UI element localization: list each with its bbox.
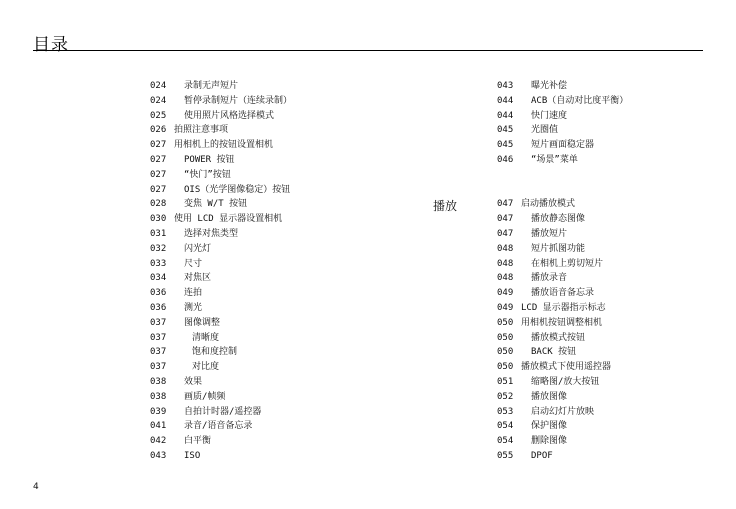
toc-page-number: 052: [497, 391, 514, 402]
toc-entry: [150, 242, 292, 257]
toc-entry-title: 保护图像: [531, 421, 568, 432]
toc-entry-title: 快门速度: [531, 110, 568, 121]
toc-page-number: 024: [150, 81, 167, 91]
toc-entry-title: POWER 按钮: [184, 154, 235, 165]
toc-entry-title: 缩略图/放大按钮: [531, 376, 600, 387]
toc-entry-title: “快门”按钮: [184, 169, 231, 180]
toc-entry-title: 连拍: [184, 288, 203, 299]
toc-page-number: 026: [150, 125, 167, 136]
toc-entry-title: 画质/帧频: [184, 391, 226, 402]
toc-entry-title: 暂停录制短片（连续录制）: [184, 95, 293, 106]
toc-page-number: 028: [150, 199, 167, 210]
toc-page-number: 038: [150, 376, 167, 387]
toc-entry: [497, 271, 628, 286]
toc-entry: [150, 286, 292, 301]
toc-page-number: 027: [150, 169, 167, 180]
toc-entry-title: 播放静态图像: [531, 214, 586, 225]
toc-page-number: 037: [150, 317, 167, 328]
toc-page-number: 054: [497, 421, 514, 432]
toc-entry: [497, 360, 628, 375]
toc-page-number: 050: [497, 317, 514, 328]
toc-entry: [150, 123, 292, 138]
toc-entry: [150, 168, 292, 183]
toc-page-number: 038: [150, 391, 167, 402]
toc-page-number: 055: [497, 450, 514, 461]
toc-entry: [150, 138, 292, 153]
toc-page-number: 048: [497, 243, 514, 254]
toc-entry: [497, 168, 628, 183]
toc-entry-title: 播放短片: [531, 228, 568, 239]
toc-entry-title: 对焦区: [184, 273, 212, 284]
toc-entry: [497, 301, 628, 316]
toc-entry: [497, 257, 628, 272]
toc-page-number: 043: [497, 81, 514, 91]
toc-page-number: 042: [150, 436, 167, 447]
section-label-playback: 播放: [433, 199, 458, 213]
toc-entry: [150, 153, 292, 168]
toc-entry: [150, 449, 292, 464]
toc-page-number: 027: [150, 184, 167, 195]
toc-entry: [150, 212, 292, 227]
toc-entry-title: 饱和度控制: [192, 347, 238, 358]
toc-page-number: 036: [150, 302, 167, 313]
toc-page-number: 050: [497, 332, 514, 343]
toc-entry-title: DPOF: [531, 450, 553, 461]
toc-entry-title: 使用照片风格选择模式: [184, 110, 275, 121]
toc-entry-title: 闪光灯: [184, 243, 212, 254]
toc-entry-title: 启动幻灯片放映: [531, 406, 595, 417]
toc-entry: [497, 197, 628, 212]
toc-entry: [497, 109, 628, 124]
toc-entry: [150, 257, 292, 272]
toc-page-number: 048: [497, 258, 514, 269]
toc-entry-title: 白平衡: [184, 436, 212, 447]
toc-entry: [150, 183, 292, 198]
toc-entry-title: 用相机上的按钮设置相机: [174, 140, 274, 151]
toc-entry-title: 录制无声短片: [184, 81, 239, 91]
toc-entry-title: 自拍计时器/遥控器: [184, 406, 262, 417]
toc-page-number: 024: [150, 95, 167, 106]
toc-entry: [497, 183, 628, 198]
toc-entry-title: 在相机上剪切短片: [531, 258, 604, 269]
toc-entry-title: “场景”菜单: [531, 154, 578, 165]
toc-page-number: 032: [150, 243, 167, 254]
toc-page-number: 027: [150, 154, 167, 165]
toc-entry: [497, 123, 628, 138]
toc-entry-title: 短片抓图功能: [531, 243, 586, 254]
toc-page-number: 033: [150, 258, 167, 269]
toc-page-number: 044: [497, 110, 514, 121]
toc-entry: [150, 197, 292, 212]
toc-entry: [497, 94, 628, 109]
toc-page-number: 050: [497, 362, 514, 373]
title-divider: [33, 50, 703, 51]
toc-entry: [497, 375, 628, 390]
toc-page-number: 041: [150, 421, 167, 432]
toc-entry-title: 对比度: [192, 362, 220, 373]
toc-entry-title: ISO: [184, 450, 201, 461]
toc-entry: [150, 390, 292, 405]
toc-entry-title: 播放模式下使用遥控器: [521, 362, 612, 373]
toc-page-number: 027: [150, 140, 167, 151]
toc-entry-title: 短片画面稳定器: [531, 140, 595, 151]
toc-entry-title: 播放图像: [531, 391, 568, 402]
toc-entry-title: 变焦 W/T 按钮: [184, 199, 248, 210]
toc-entry-title: 用相机按钮调整相机: [521, 317, 603, 328]
toc-entry: [150, 94, 292, 109]
toc-entry: [497, 153, 628, 168]
toc-page-number: 039: [150, 406, 167, 417]
toc-page-number: 051: [497, 376, 514, 387]
toc-entry: [150, 271, 292, 286]
toc-page-number: 053: [497, 406, 514, 417]
toc-page-number: 030: [150, 214, 167, 225]
toc-page-number: 047: [497, 214, 514, 225]
toc-page-number: 045: [497, 125, 514, 136]
toc-page-number: 036: [150, 288, 167, 299]
toc-entry-title: 光圈值: [531, 125, 559, 136]
toc-entry-title: BACK 按钮: [531, 347, 577, 358]
toc-entry-title: 播放语音备忘录: [531, 288, 595, 299]
toc-entry: [497, 138, 628, 153]
toc-entry-title: 播放录音: [531, 273, 568, 284]
toc-entry: [497, 419, 628, 434]
toc-page-number: 050: [497, 347, 514, 358]
toc-entry-title: 启动播放模式: [521, 199, 576, 210]
toc-entry-title: 清晰度: [192, 332, 220, 343]
toc-entry: [497, 242, 628, 257]
toc-entry: [497, 331, 628, 346]
toc-page-number: 045: [497, 140, 514, 151]
toc-entry-title: 拍照注意事项: [174, 125, 229, 136]
toc-entry: [497, 79, 628, 94]
toc-entry-title: 使用 LCD 显示器设置相机: [174, 214, 283, 225]
toc-entry: [150, 434, 292, 449]
toc-page-number: 044: [497, 95, 514, 106]
toc-entry-title: 删除图像: [531, 436, 568, 447]
toc-entry: [150, 227, 292, 242]
toc-entry: [150, 109, 292, 124]
toc-entry: [150, 360, 292, 375]
toc-page-number: 047: [497, 199, 514, 210]
toc-page-number: 047: [497, 228, 514, 239]
toc-entry: [497, 345, 628, 360]
page-number: 4: [33, 482, 39, 492]
toc-entry: [497, 434, 628, 449]
toc-entry: [150, 419, 292, 434]
toc-entry: [497, 227, 628, 242]
toc-page-number: 054: [497, 436, 514, 447]
toc-entry-title: 效果: [184, 376, 203, 387]
toc-entry-title: 尺寸: [184, 258, 203, 269]
toc-left-column: [150, 79, 292, 464]
toc-entry-title: 测光: [184, 302, 203, 313]
toc-page-number: 034: [150, 273, 167, 284]
toc-entry: [150, 331, 292, 346]
toc-page-number: 043: [150, 450, 167, 461]
toc-entry-title: 播放模式按钮: [531, 332, 586, 343]
toc-page-number: 031: [150, 228, 167, 239]
toc-entry-title: LCD 显示器指示标志: [521, 302, 606, 313]
toc-entry: [497, 405, 628, 420]
toc-page-number: 048: [497, 273, 514, 284]
toc-entry-title: 曝光补偿: [531, 81, 568, 91]
toc-entry: [150, 79, 292, 94]
toc-page-number: 037: [150, 362, 167, 373]
toc-entry: [497, 212, 628, 227]
toc-entry-title: 选择对焦类型: [184, 228, 239, 239]
toc-page-number: 049: [497, 302, 514, 313]
toc-page-number: 049: [497, 288, 514, 299]
toc-entry: [150, 301, 292, 316]
page-title: 目录: [33, 35, 69, 55]
toc-entry: [497, 449, 628, 464]
toc-entry-title: OIS（光学图像稳定）按钮: [184, 184, 291, 195]
toc-entry-title: 录音/语音备忘录: [184, 421, 253, 432]
toc-entry: [497, 286, 628, 301]
toc-entry: [497, 316, 628, 331]
toc-page-number: 037: [150, 332, 167, 343]
toc-entry: [150, 405, 292, 420]
toc-page-number: 025: [150, 110, 167, 121]
toc-page-number: 046: [497, 154, 514, 165]
toc-entry: [497, 390, 628, 405]
toc-page-number: 037: [150, 347, 167, 358]
toc-right-column: [497, 79, 628, 464]
toc-entry-title: ACB（自动对比度平衡）: [531, 95, 629, 106]
toc-entry: [150, 375, 292, 390]
toc-entry: [150, 316, 292, 331]
toc-entry-title: 图像调整: [184, 317, 221, 328]
toc-entry: [150, 345, 292, 360]
